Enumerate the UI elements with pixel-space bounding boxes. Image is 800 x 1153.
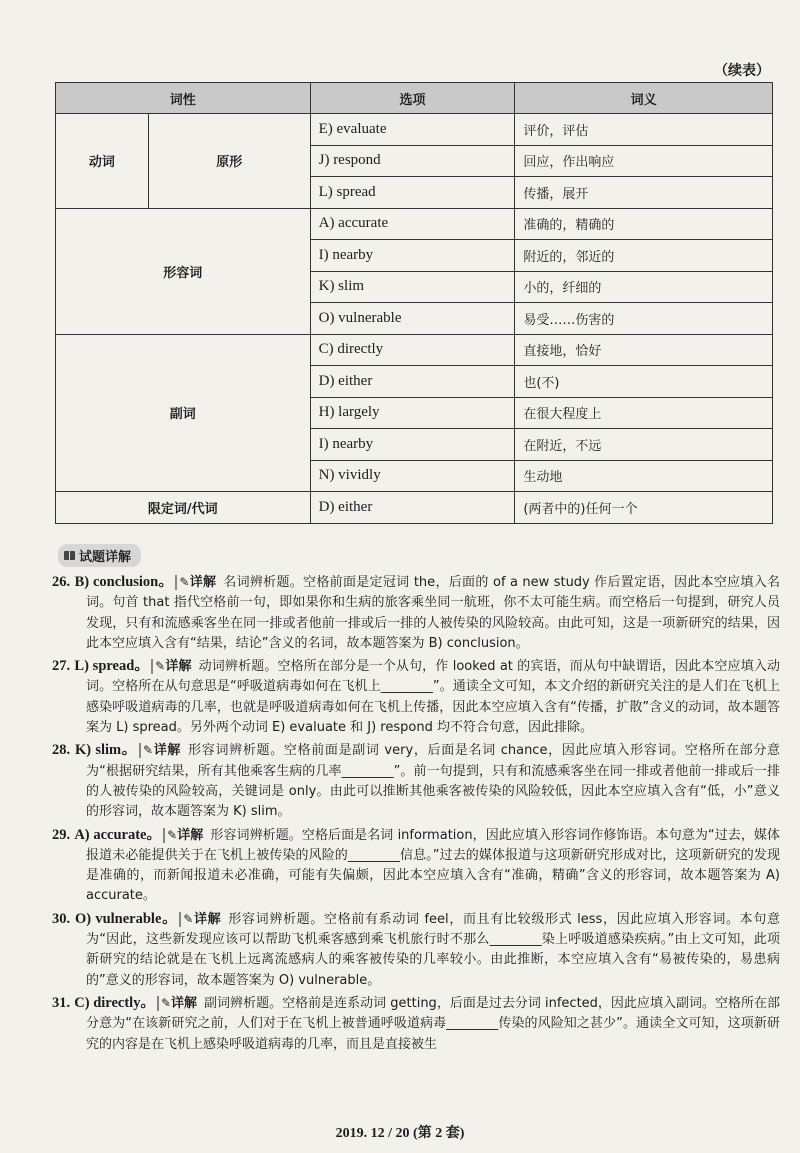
detail-tag-label: 详解	[193, 911, 222, 927]
answer-label: O) vulnerable。	[74, 910, 178, 927]
vocabulary-table	[55, 82, 773, 524]
question-number: 27.	[52, 658, 71, 675]
option-cell: J) respond	[310, 145, 515, 177]
question-number: 28.	[52, 742, 71, 759]
explanation-item	[52, 825, 780, 907]
explanation-text: 形容词辨析题。空格后面是名词 information，因此应填入形容词作修饰语。本句意为“过去，媒体报道未必能提供关于在飞机上被传染的风险的________信息。”过去的媒体报道与这项新研究形成对比，这项新研究的发现是准确的，而新闻报道未必准确，可能有失偏颇，因此本空应填入含有“准确，精确”含义的形容词，故本题答案为 A) accurate。	[86, 827, 780, 904]
meaning-cell: 在附近，不远	[515, 429, 773, 461]
option-cell: D) either	[310, 366, 515, 398]
explanation-text: 形容词辨析题。空格前有系动词 feel，而且有比较级形式 less，因此应填入形容词。本句意为“因此，这些新发现应该可以帮助飞机乘客感到乘飞机旅行时不那么________染上呼吸道感染疾病。”由上文可知，此项新研究的结论就是在飞机上远离流感病人的乘客被传染的几率较小。由此推断，本空应填入含有“易被传染的，易患病的”意义的形容词，故本题答案为 O) vulnerable。	[86, 911, 780, 988]
detail-tag-label: 详解	[153, 743, 182, 759]
header-pos: 词性	[56, 83, 311, 114]
detail-tag	[163, 828, 206, 843]
detail-tag	[139, 743, 184, 758]
explanation-text: 名词辨析题。空格前面是定冠词 the，后面的 of a new study 作后置定语，因此本空应填入名词。句首 that 指代空格前一句，即如果你和生病的旅客乘坐同一航班，你不太可能生病。而空格后一句提到，研究人员发现，只有和流感乘客坐在同一排或者他前一排或后一排的人被传染的风险较高。由此可知，这是一项新研究的结果，因此本空应填入含有“结果，结论”含义的名词，故本题答案为 B) conclusion。	[86, 575, 780, 651]
pos-cell: 副词	[56, 334, 311, 492]
pencil-icon: ✎	[160, 995, 172, 1010]
explanation-item	[52, 909, 780, 991]
detail-tag	[179, 912, 224, 927]
answer-label: K) slim。	[74, 742, 137, 759]
meaning-cell: 评价，评估	[515, 114, 773, 146]
table-row	[56, 334, 773, 366]
detail-tag-label: 详解	[165, 659, 192, 675]
pos-cell: 动词	[56, 114, 149, 209]
meaning-cell: 传播，展开	[515, 177, 773, 209]
answer-label: L) spread。	[74, 658, 150, 675]
detail-tag-label: 详解	[177, 827, 204, 843]
question-number: 30.	[52, 910, 71, 927]
book-icon	[64, 551, 75, 560]
option-cell: O) vulnerable	[310, 303, 515, 335]
explanation-item	[52, 993, 780, 1055]
explanation-item	[52, 740, 780, 822]
question-number: 29.	[52, 826, 71, 843]
option-cell: E) evaluate	[310, 114, 515, 146]
meaning-cell: 生动地	[515, 460, 773, 492]
pencil-icon: ✎	[167, 827, 178, 842]
explanation-text: 副词辨析题。空格前是连系动词 getting，后面是过去分词 infected，因此应填入副词。空格所在部分意为“在该新研究之前，人们对于在飞机上被普通呼吸道病毒________传染的风险知之甚少”。通读全文可知，这项新研究的内容是在飞机上感染呼吸道病毒的几率，而且是直接被生	[86, 995, 780, 1052]
question-number: 31.	[52, 994, 71, 1011]
detail-tag-label: 详解	[189, 575, 217, 590]
answer-label: B) conclusion。	[74, 574, 174, 590]
pencil-icon: ✎	[183, 911, 194, 926]
answer-label: C) directly。	[74, 994, 155, 1011]
explanation-text: 形容词辨析题。空格前面是副词 very，后面是名词 chance，因此应填入形容词。空格所在部分意为“根据研究结果，所有其他乘客生病的几率________”。前一句提到，只有和流感乘客坐在同一排或者他前一排或后一排的人被传染的风险较高，关键词是 only。由此可以推断其他乘客被传染的风险较低，因此本空应填入含有“低，小”意义的形容词，故本题答案为 K) slim。	[86, 743, 780, 820]
explanations-list	[52, 572, 780, 1057]
option-cell: I) nearby	[310, 429, 515, 461]
option-cell: L) spread	[310, 177, 515, 209]
explanation-item	[52, 656, 780, 738]
pencil-icon: ✎	[179, 575, 190, 589]
subpos-cell: 原形	[148, 114, 310, 209]
option-cell: N) vividly	[310, 460, 515, 492]
meaning-cell: 回应，作出响应	[515, 145, 773, 177]
detail-tag	[151, 659, 195, 674]
header-meaning: 词义	[515, 83, 773, 114]
meaning-cell: 在很大程度上	[515, 397, 773, 429]
detail-tag	[157, 996, 200, 1011]
meaning-cell: 易受……伤害的	[515, 303, 773, 335]
section-heading	[58, 544, 141, 567]
meaning-cell: 准确的，精确的	[515, 208, 773, 240]
continued-table-label: （续表）	[714, 63, 770, 79]
option-cell: I) nearby	[310, 240, 515, 272]
table-row	[56, 208, 773, 240]
meaning-cell: 也(不)	[515, 366, 773, 398]
table-row	[56, 114, 773, 146]
option-cell: C) directly	[310, 334, 515, 366]
pos-cell: 形容词	[56, 208, 311, 334]
answer-label: A) accurate。	[74, 826, 162, 843]
table-row	[56, 492, 773, 524]
explanation-text: 动词辨析题。空格所在部分是一个从句，作 looked at 的宾语，而从句中缺谓语，因此本空应填入动词。空格所在从句意思是“呼吸道病毒如何在飞机上________”。通读全文可知，本文介绍的新研究关注的是人们在飞机上感染呼吸道病毒的几率，也就是呼吸道病毒如何在飞机上传播，因此本空应填入含有“传播，扩散”含义的动词，故本题答案为 L) spread。另外两个动词 E) evaluate 和 J) respond 均不符合句意，因此排除。	[86, 659, 780, 736]
option-cell: A) accurate	[310, 208, 515, 240]
detail-tag	[175, 575, 219, 590]
option-cell: K) slim	[310, 271, 515, 303]
section-heading-label: 试题详解	[79, 550, 132, 565]
meaning-cell: 小的，纤细的	[515, 271, 773, 303]
question-number: 26.	[52, 574, 71, 590]
meaning-cell: (两者中的)任何一个	[515, 492, 773, 524]
pencil-icon: ✎	[155, 659, 166, 674]
meaning-cell: 直接地，恰好	[515, 334, 773, 366]
header-option: 选项	[310, 83, 515, 114]
detail-tag-label: 详解	[171, 995, 198, 1011]
table-header-row	[56, 83, 773, 114]
meaning-cell: 附近的，邻近的	[515, 240, 773, 272]
option-cell: D) either	[310, 492, 515, 524]
option-cell: H) largely	[310, 397, 515, 429]
pencil-icon: ✎	[143, 743, 154, 758]
explanation-item	[52, 572, 780, 654]
page-footer: 2019. 12 / 20 (第 2 套)	[335, 1126, 465, 1141]
pos-cell: 限定词/代词	[56, 492, 311, 524]
